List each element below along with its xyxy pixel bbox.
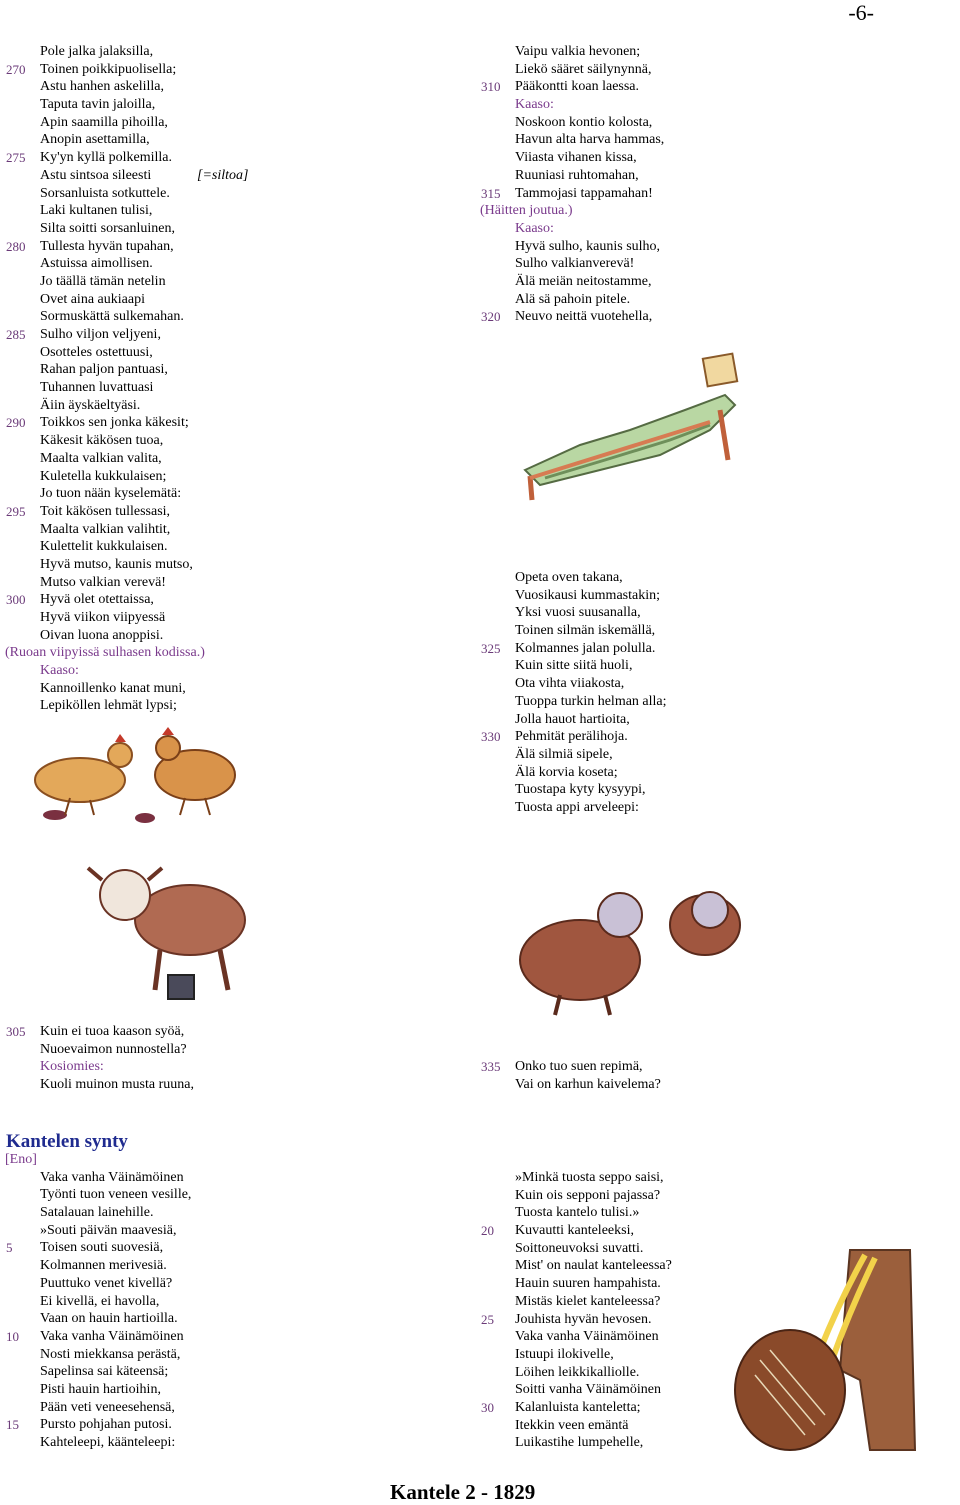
verse-text: Luikastihe lumpehelle, — [515, 1435, 644, 1451]
verse-text: Vaipu valkia hevonen; — [515, 44, 641, 59]
line-number: 330 — [481, 729, 501, 745]
verse-text: Tuosta appi arveleepi: — [515, 799, 639, 815]
verse-text: Kolmannes jalan polulla. — [515, 640, 656, 656]
verse-text: »Minkä tuosta seppo saisi, — [515, 1170, 664, 1185]
verse-line — [40, 1257, 191, 1275]
verse-block-left — [5, 43, 249, 715]
verse-line — [40, 485, 205, 503]
verse-text: Kuin sitte siitä huoli, — [515, 658, 633, 674]
verse-line — [40, 220, 205, 238]
verse-block-right-bottom — [481, 1058, 661, 1093]
verse-text: Ota vihta viiakosta, — [515, 676, 625, 692]
verse-line — [40, 1041, 194, 1059]
verse-text: Vai on karhun kaivelema? — [515, 1076, 661, 1092]
verse-text: Astu hanhen askelilla, — [40, 79, 165, 95]
line-number: 20 — [481, 1223, 494, 1239]
verse-text: Rahan paljon pantuasi, — [40, 362, 168, 378]
verse-line — [40, 521, 205, 539]
verse-text: Tuoppa turkin helman alla; — [515, 693, 667, 709]
verse-text: Sapelinsa sai käteensä; — [40, 1364, 169, 1380]
verse-line — [6, 1328, 191, 1346]
verse-text: Hyvä sulho, kaunis sulho, — [515, 238, 661, 254]
verse-text: Tammojasi tappamahan! — [515, 185, 653, 201]
verse-line — [6, 414, 205, 432]
verse-text: Toikkos sen jonka käkesit; — [40, 415, 189, 431]
verse-line — [515, 114, 664, 132]
verse-line — [515, 1417, 672, 1435]
verse-line — [6, 326, 205, 344]
verse-line — [40, 361, 205, 379]
verse-line — [515, 657, 667, 675]
verse-line — [40, 556, 205, 574]
line-number: 320 — [481, 309, 501, 325]
verse-line — [515, 764, 667, 782]
verse-line — [481, 308, 664, 326]
verse-text: Astu sintsoa sileesti — [40, 167, 152, 183]
verse-text: Alä sä pahoin pitele. — [515, 291, 631, 307]
verse-line — [515, 781, 667, 799]
stage-direction: [Eno] — [5, 1152, 37, 1167]
verse-line — [40, 538, 205, 556]
verse-text: Maalta valkian valihtit, — [40, 521, 171, 537]
verse-line — [40, 1310, 191, 1328]
verse-line — [6, 503, 205, 521]
verse-text: Maalta valkian valita, — [40, 450, 162, 466]
verse-text: Liekö sääret säilynynnä, — [515, 61, 652, 77]
line-number: 5 — [6, 1240, 13, 1256]
verse-text: Pääkontti koan laessa. — [515, 79, 640, 95]
verse-line — [40, 1293, 191, 1311]
verse-line — [6, 1416, 191, 1434]
verse-text: Toit käkösen tullessasi, — [40, 503, 171, 519]
verse-text: Kuin ei tuoa kaason syöä, — [40, 1024, 185, 1039]
verse-text: Hauin suuren hampahista. — [515, 1276, 661, 1292]
verse-line — [515, 1293, 672, 1311]
section-title: Kantelen synty — [6, 1131, 128, 1152]
verse-line — [481, 185, 664, 203]
verse-text: Oivan luona anoppisi. — [40, 627, 164, 643]
verse-line — [481, 78, 664, 96]
verse-line — [40, 273, 205, 291]
verse-text: Astuissa aimollisen. — [40, 256, 153, 272]
verse-text: Noskoon kontio kolosta, — [515, 114, 653, 130]
verse-text: Osotteles ostettuusi, — [40, 344, 153, 360]
verse-line — [40, 1204, 191, 1222]
verse-text: »Souti päivän maavesiä, — [40, 1222, 177, 1238]
speaker-label: Kaaso: — [515, 97, 554, 113]
verse-text: Kuvautti kanteleeksi, — [515, 1223, 634, 1239]
line-number: 290 — [6, 415, 26, 431]
verse-line — [40, 1275, 191, 1293]
verse-line — [515, 238, 664, 256]
verse-line — [40, 43, 205, 61]
verse-line — [515, 569, 667, 587]
verse-line — [515, 1076, 661, 1094]
verse-line — [515, 675, 667, 693]
verse-text: Sulho viljon veljyeni, — [40, 327, 161, 342]
line-number: 315 — [481, 185, 501, 201]
verse-text: Sormuskättä sulkemahan. — [40, 309, 184, 325]
horse-kantele-drawing — [720, 1240, 920, 1470]
verse-line — [515, 96, 664, 114]
verse-line — [515, 131, 664, 149]
verse-text: Toinen silmän iskemällä, — [515, 623, 656, 639]
verse-text: Kuletella kukkulaisen; — [40, 468, 167, 484]
verse-line — [515, 693, 667, 711]
verse-line — [40, 468, 205, 486]
verse-text: Viiasta vihanen kissa, — [515, 150, 637, 166]
verse-text: Tullesta hyvän tupahan, — [40, 238, 174, 254]
verse-text: Mistäs kielet kanteleessa? — [515, 1293, 661, 1309]
verse-line — [6, 591, 205, 609]
verse-text: Ruuniasi ruhtomahan, — [515, 167, 639, 183]
verse-line — [515, 1240, 672, 1258]
verse-text: Ei kivellä, ei havolla, — [40, 1293, 160, 1309]
verse-line — [5, 644, 205, 662]
verse-line — [40, 574, 205, 592]
verse-text: Satalauan lainehille. — [40, 1205, 154, 1221]
verse-text: Tuosta kantelo tulisi.» — [515, 1205, 640, 1221]
verse-line — [515, 220, 664, 238]
verse-line — [515, 711, 667, 729]
verse-line — [6, 61, 205, 79]
verse-line — [5, 1151, 191, 1169]
verse-line — [40, 255, 205, 273]
wolves-drawing — [500, 870, 760, 1020]
verse-line — [40, 432, 205, 450]
verse-line — [6, 149, 205, 167]
verse-text: Ovet aina aukiaapi — [40, 291, 145, 307]
verse-line — [40, 450, 205, 468]
verse-text: Toisen souti suovesiä, — [40, 1240, 164, 1256]
line-number: 305 — [6, 1024, 26, 1039]
line-number: 280 — [6, 238, 26, 254]
verse-text: Kuoli muinon musta ruuna, — [40, 1077, 194, 1093]
verse-line — [40, 680, 205, 698]
verse-text: Löihen leikkikalliolle. — [515, 1364, 640, 1380]
verse-line — [40, 662, 205, 680]
verse-text: Mist' on naulat kanteleessa? — [515, 1258, 672, 1274]
footer-title: Kantele 2 - 1829 — [390, 1480, 536, 1504]
verse-line — [515, 149, 664, 167]
verse-line — [40, 1434, 191, 1452]
verse-text: Onko tuo suen repimä, — [515, 1059, 643, 1074]
verse-line — [40, 627, 205, 645]
verse-text: Hyvä olet otettaissa, — [40, 592, 154, 608]
verse-text: Anopin asettamilla, — [40, 132, 150, 148]
verse-text: Kulettelit kukkulaisen. — [40, 539, 168, 555]
verse-line — [515, 291, 664, 309]
verse-line — [481, 1311, 672, 1329]
verse-text: Jo tuon nään kyselemätä: — [40, 486, 182, 502]
line-number: 300 — [6, 592, 26, 608]
verse-text: Puuttuko venet kivellä? — [40, 1275, 173, 1291]
poem-block-right — [481, 1169, 672, 1452]
verse-line — [40, 397, 205, 415]
verse-text: Mutso valkian verevä! — [40, 574, 166, 590]
verse-line — [40, 1076, 194, 1094]
line-number: 10 — [6, 1328, 19, 1344]
page-number: -6- — [848, 0, 874, 25]
verse-text: Sulho valkianverevä! — [515, 256, 635, 272]
cow-drawing — [80, 850, 260, 1010]
line-number: 275 — [6, 150, 26, 166]
verse-text: Havun alta harva hammas, — [515, 132, 665, 148]
verse-line — [40, 379, 205, 397]
verse-line — [40, 131, 205, 149]
verse-text: Hyvä viikon viipyessä — [40, 610, 166, 625]
speaker-label: Kaaso: — [515, 220, 554, 236]
verse-line — [515, 1346, 672, 1364]
verse-line — [515, 1364, 672, 1382]
verse-line — [6, 1239, 191, 1257]
verse-text: Laki kultanen tulisi, — [40, 203, 153, 219]
verse-line — [40, 1363, 191, 1381]
verse-text: Taputa tavin jaloilla, — [40, 97, 156, 113]
verse-text: Vaan on hauin hartioilla. — [40, 1311, 178, 1327]
line-number: 15 — [6, 1417, 19, 1433]
verse-text: Vaka vanha Väinämöinen — [40, 1169, 184, 1185]
verse-line — [481, 640, 667, 658]
verse-text: Kolmannen merivesiä. — [40, 1258, 167, 1274]
chickens-drawing — [10, 720, 260, 830]
verse-text: Jo täällä tämän netelin — [40, 273, 166, 289]
verse-text: Silta soitti sorsanluinen, — [40, 220, 175, 236]
verse-block-right-lower — [481, 569, 667, 817]
verse-text: Älä korvia koseta; — [515, 764, 618, 780]
speaker-label: Kaaso: — [40, 663, 79, 679]
line-number: 325 — [481, 640, 501, 656]
verse-line — [40, 1058, 194, 1076]
verse-block-right — [480, 43, 665, 326]
verse-text: Istuupi ilokivelle, — [515, 1346, 614, 1362]
verse-line — [515, 255, 664, 273]
verse-line — [481, 1399, 672, 1417]
line-number: 335 — [481, 1059, 501, 1074]
verse-line — [40, 344, 205, 362]
editor-note: [=siltoa] — [197, 167, 249, 183]
verse-text: Vaka vanha Väinämöinen — [515, 1329, 659, 1345]
verse-line — [515, 1204, 672, 1222]
verse-line — [40, 185, 205, 203]
stage-direction: (Häitten joutua.) — [480, 203, 573, 219]
verse-text: Toinen poikkipuolisella; — [40, 61, 177, 77]
verse-text: Jolla hauot hartioita, — [515, 711, 630, 727]
verse-line — [40, 114, 205, 132]
verse-text: Soittoneuvoksi suvatti. — [515, 1240, 644, 1256]
verse-line — [515, 1381, 672, 1399]
verse-line — [515, 43, 664, 61]
line-number: 295 — [6, 503, 26, 519]
verse-line — [6, 238, 205, 256]
verse-line — [515, 622, 667, 640]
speaker-label: Kosiomies: — [40, 1059, 104, 1075]
poem-block-left — [5, 1151, 192, 1452]
verse-line — [40, 291, 205, 309]
verse-block-left-bottom — [6, 1023, 194, 1094]
verse-line — [515, 1328, 672, 1346]
verse-text: Äiin äyskäeltyäsi. — [40, 397, 141, 413]
line-number: 310 — [481, 79, 501, 95]
verse-line — [515, 61, 664, 79]
verse-line — [515, 1187, 672, 1205]
verse-line — [40, 1381, 191, 1399]
verse-text: Jouhista hyvän hevosen. — [515, 1311, 652, 1327]
verse-line — [480, 202, 664, 220]
verse-text: Soitti vanha Väinämöinen — [515, 1382, 661, 1398]
verse-line — [40, 1222, 191, 1240]
verse-line — [6, 1023, 194, 1041]
verse-text: Tuhannen luvattuasi — [40, 380, 154, 396]
line-number: 30 — [481, 1399, 494, 1415]
verse-line — [40, 1186, 191, 1204]
verse-text: Pehmität perälihoja. — [515, 729, 628, 745]
verse-text: Kuin ois sepponi pajassa? — [515, 1187, 661, 1203]
bed-sleeper-drawing — [520, 350, 750, 520]
verse-text: Apin saamilla pihoilla, — [40, 114, 168, 130]
verse-text: Lepiköllen lehmät lypsi; — [40, 698, 177, 714]
verse-line — [481, 1222, 672, 1240]
verse-line — [40, 308, 205, 326]
verse-text: Vuosikausi kummastakin; — [515, 587, 660, 603]
verse-line — [515, 273, 664, 291]
verse-line — [40, 1346, 191, 1364]
verse-text: Itekkin veen emäntä — [515, 1417, 629, 1433]
verse-line — [40, 167, 249, 185]
verse-line — [481, 1058, 661, 1076]
verse-line — [515, 746, 667, 764]
verse-text: Neuvo neittä vuotehella, — [515, 309, 653, 325]
stage-direction: (Ruoan viipyissä sulhasen kodissa.) — [5, 645, 205, 661]
verse-text: Pole jalka jalaksilla, — [40, 44, 154, 59]
verse-text: Pisti hauin hartioihin, — [40, 1381, 161, 1397]
verse-line — [40, 202, 205, 220]
verse-line — [515, 587, 667, 605]
verse-text: Kalanluista kanteletta; — [515, 1399, 641, 1415]
verse-line — [40, 1169, 191, 1187]
verse-text: Kannoillenko kanat muni, — [40, 680, 186, 696]
verse-line — [515, 604, 667, 622]
verse-line — [481, 728, 667, 746]
verse-line — [515, 799, 667, 817]
verse-line — [40, 78, 205, 96]
verse-text: Opeta oven takana, — [515, 570, 623, 585]
verse-line — [515, 1257, 672, 1275]
verse-text: Yksi vuosi suusanalla, — [515, 605, 641, 621]
verse-text: Älä meiän neitostamme, — [515, 273, 652, 289]
verse-text: Pursto pohjahan putosi. — [40, 1417, 172, 1433]
verse-text: Työnti tuon veneen vesille, — [40, 1187, 192, 1203]
verse-line — [40, 697, 205, 715]
verse-text: Pään veti veneesehensä, — [40, 1399, 175, 1415]
verse-line — [40, 609, 205, 627]
verse-text: Sorsanluista sotkuttele. — [40, 185, 170, 201]
verse-line — [515, 1275, 672, 1293]
verse-text: Tuostapa kyty kysyypi, — [515, 782, 646, 798]
verse-text: Käkesit käkösen tuoa, — [40, 433, 164, 449]
verse-text: Hyvä mutso, kaunis mutso, — [40, 556, 193, 572]
verse-text: Vaka vanha Väinämöinen — [40, 1328, 184, 1344]
verse-line — [40, 1399, 191, 1417]
verse-line — [515, 1434, 672, 1452]
verse-line — [40, 96, 205, 114]
verse-text: Älä silmiä sipele, — [515, 746, 613, 762]
line-number: 25 — [481, 1311, 494, 1327]
verse-text: Nosti miekkansa perästä, — [40, 1346, 181, 1362]
verse-line — [515, 1169, 672, 1187]
verse-text: Ky'yn kyllä polkemilla. — [40, 150, 173, 166]
verse-line — [515, 167, 664, 185]
line-number: 270 — [6, 61, 26, 77]
verse-text: Kahteleepi, käänteleepi: — [40, 1435, 176, 1450]
line-number: 285 — [6, 327, 26, 342]
verse-text: Nuoevaimon nunnostella? — [40, 1041, 187, 1057]
